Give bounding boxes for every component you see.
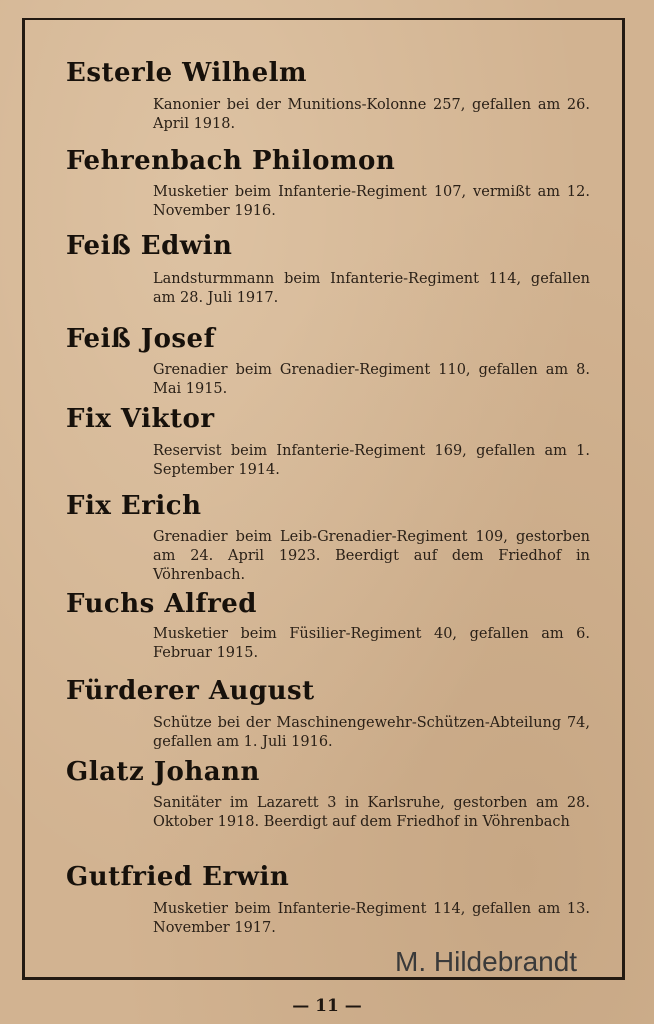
entry-name: Fix Erich [66,491,202,521]
entry-description: Schütze bei der Maschinengewehr-Schützen-Abteilung 74, gefallen am 1. Juli 1916. [153,715,590,750]
entry-description: Sanitäter im Lazarett 3 in Karlsruhe, gestorben am 28. Oktober 1918. Beerdigt auf dem Friedhof in Vöhrenbach [153,795,590,830]
entry-name: Fürderer August [66,676,315,706]
entry-description: Musketier beim Füsilier-Regiment 40, gefallen am 6. Februar 1915. [153,626,590,661]
entry-description: Reservist beim Infanterie-Regiment 169, gefallen am 1. September 1914. [153,443,590,478]
entry-name: Fuchs Alfred [66,589,257,619]
entry-name: Feiß Josef [66,324,216,354]
entry-name: Gutfried Erwin [66,862,290,892]
entry-description: Kanonier bei der Munitions-Kolonne 257, gefallen am 26. April 1918. [153,97,590,132]
entry-name: Fix Viktor [66,404,215,434]
entry-name: Esterle Wilhelm [66,58,308,88]
entry-description: Grenadier beim Grenadier-Regiment 110, gefallen am 8. Mai 1915. [153,362,590,397]
watermark-text: M. Hildebrandt [395,946,578,977]
entry-name: Fehrenbach Philomon [66,146,396,176]
entry-description: Grenadier beim Leib-Grenadier-Regiment 109, gestorben am 24. April 1923. Beerdigt auf dem Friedhof in Vöhrenbach. [153,529,590,583]
entry-description: Musketier beim Infanterie-Regiment 107, vermißt am 12. November 1916. [153,184,590,219]
entry-name: Glatz Johann [66,757,260,787]
entry-description: Landsturmmann beim Infanterie-Regiment 114, gefallen am 28. Juli 1917. [153,271,590,306]
entry-description: Musketier beim Infanterie-Regiment 114, gefallen am 13. November 1917. [153,901,590,936]
page-number: — 11 — [292,996,362,1016]
entry-name: Feiß Edwin [66,231,233,261]
